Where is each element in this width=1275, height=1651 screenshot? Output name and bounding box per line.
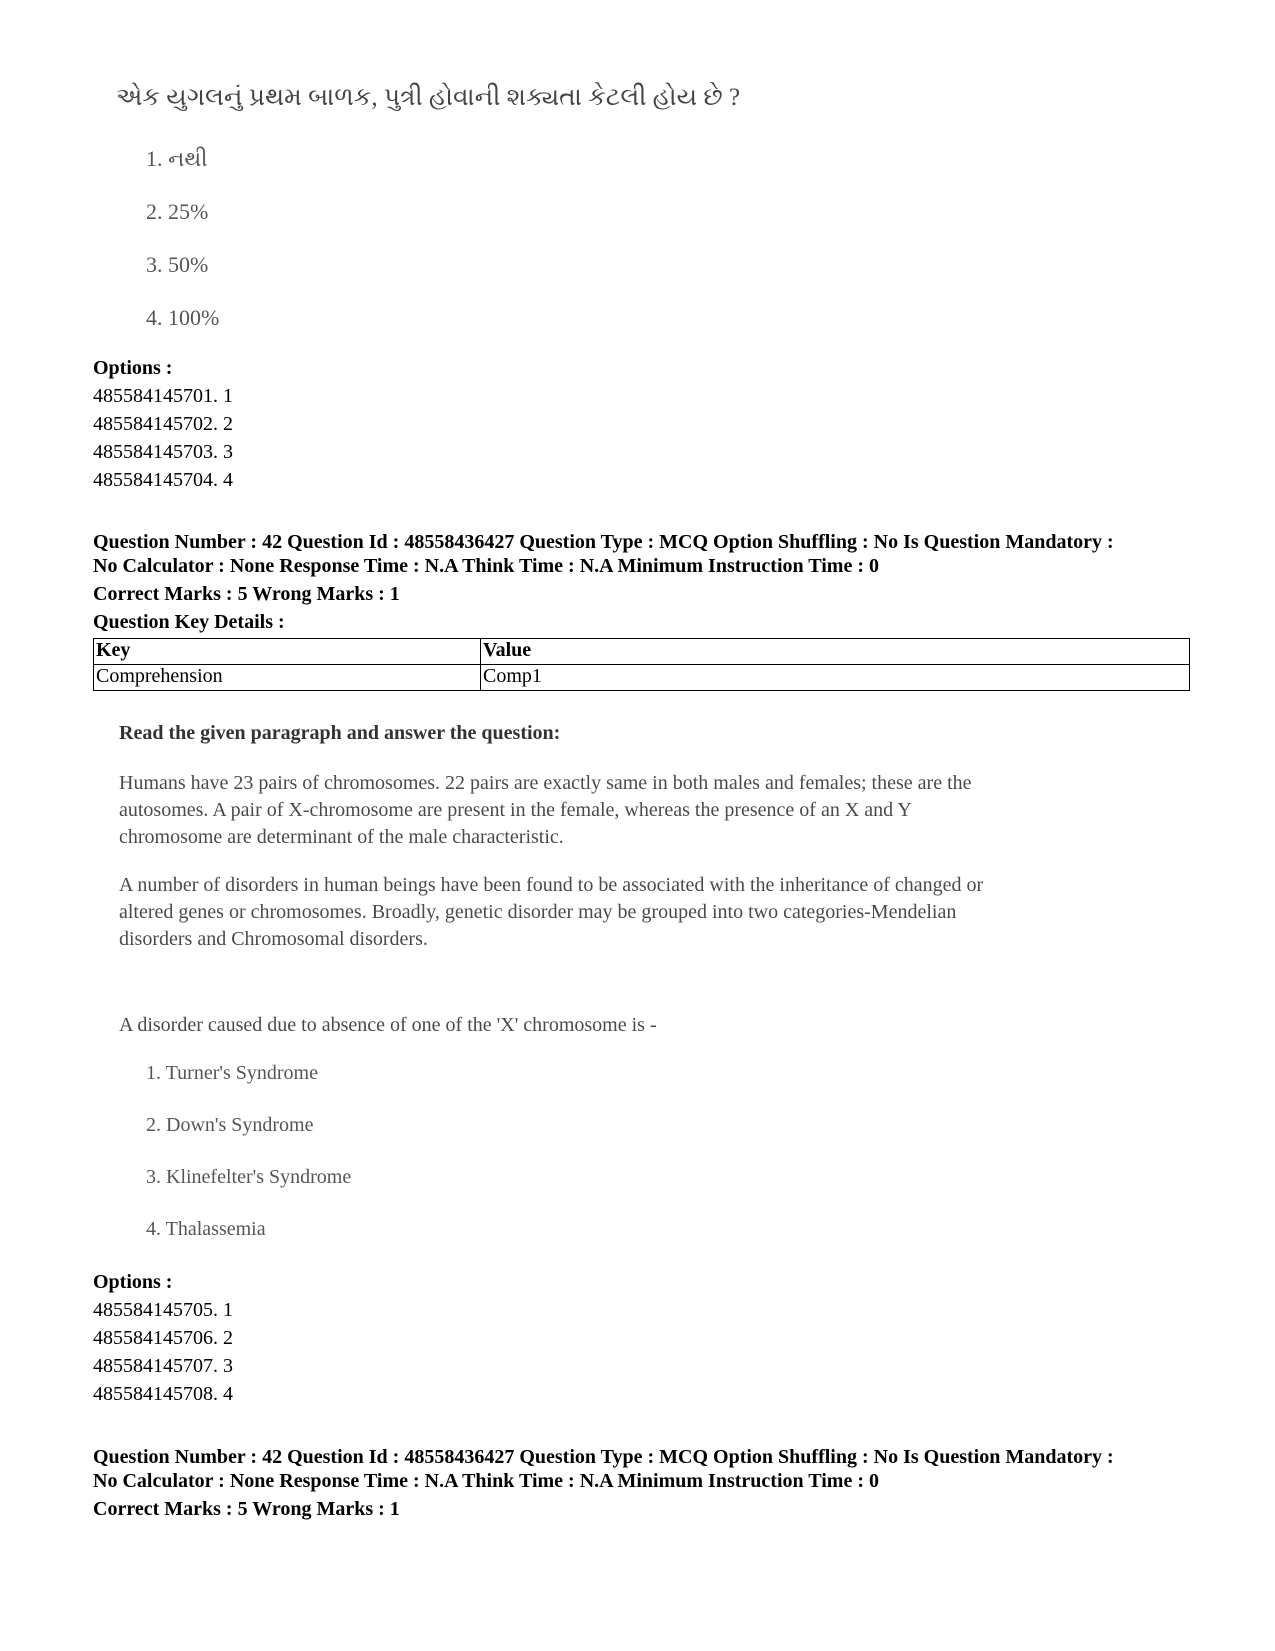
- q2-paragraph-2-line-1: A number of disorders in human beings have been found to be associated with the inheritance of changed or: [119, 874, 984, 896]
- q1-option-3: 485584145703. 3: [93, 441, 233, 463]
- q2-meta-line-2: No Calculator : None Response Time : N.A Think Time : N.A Minimum Instruction Time : 0: [93, 555, 879, 577]
- q2-key-details-label: Question Key Details :: [93, 611, 285, 633]
- q2-paragraph-1-line-2: autosomes. A pair of X-chromosome are present in the female, whereas the presence of an X and Y: [119, 799, 912, 821]
- q2-paragraph-1: [119, 770, 1139, 851]
- table-header-row: [94, 639, 1190, 665]
- q2-choice-2: 2. Down's Syndrome: [146, 1114, 314, 1136]
- q2-marks: Correct Marks : 5 Wrong Marks : 1: [93, 583, 400, 605]
- q2-option-1: 485584145705. 1: [93, 1299, 233, 1321]
- q1-choice-2: 2. 25%: [146, 199, 209, 224]
- q3-meta-block: [93, 1445, 1114, 1521]
- q1-options-block: [93, 354, 233, 494]
- q1-choice-4: 4. 100%: [146, 305, 220, 330]
- q2-question-text: A disorder caused due to absence of one of the 'X' chromosome is -: [119, 1014, 657, 1036]
- q2-options-block: [93, 1268, 233, 1408]
- q2-key-table-wrap: [93, 638, 1190, 691]
- q2-option-2: 485584145706. 2: [93, 1327, 233, 1349]
- q1-choice-1: 1. નથી: [146, 146, 208, 171]
- q2-paragraph-2: [119, 872, 1139, 953]
- q2-choice-1: 1. Turner's Syndrome: [146, 1062, 318, 1084]
- table-cell-key: Comprehension: [94, 665, 481, 691]
- q2-option-3: 485584145707. 3: [93, 1355, 233, 1377]
- q2-paragraph-2-line-3: disorders and Chromosomal disorders.: [119, 928, 428, 950]
- q2-paragraph-2-line-2: altered genes or chromosomes. Broadly, genetic disorder may be grouped into two categories-Mendelian: [119, 901, 957, 923]
- q2-option-4: 485584145708. 4: [93, 1383, 233, 1405]
- q1-options-label: Options :: [93, 357, 173, 379]
- q2-choice-4: 4. Thalassemia: [146, 1218, 266, 1240]
- q1-choice-3: 3. 50%: [146, 252, 209, 277]
- q1-question-text: એક યુગલનું પ્રથમ બાળક, પુત્રી હોવાની શક્યતા કેટલી હોય છે ?: [116, 84, 741, 111]
- table-row: [94, 665, 1190, 691]
- q2-key-table: [93, 638, 1190, 691]
- q2-meta-line-1: Question Number : 42 Question Id : 48558436427 Question Type : MCQ Option Shuffling : No Is Question Mandatory :: [93, 531, 1114, 553]
- q2-choice-3: 3. Klinefelter's Syndrome: [146, 1166, 352, 1188]
- table-header-value: Value: [481, 639, 1190, 665]
- q1-option-1: 485584145701. 1: [93, 385, 233, 407]
- q1-option-2: 485584145702. 2: [93, 413, 233, 435]
- q2-paragraph-1-line-3: chromosome are determinant of the male characteristic.: [119, 826, 564, 848]
- q3-meta-line-1: Question Number : 42 Question Id : 48558436427 Question Type : MCQ Option Shuffling : No Is Question Mandatory :: [93, 1446, 1114, 1468]
- q3-marks: Correct Marks : 5 Wrong Marks : 1: [93, 1498, 400, 1520]
- q2-meta-block: [93, 530, 1114, 634]
- q3-meta-line-2: No Calculator : None Response Time : N.A Think Time : N.A Minimum Instruction Time : 0: [93, 1470, 879, 1492]
- q1-option-4: 485584145704. 4: [93, 469, 233, 491]
- q2-paragraph-1-line-1: Humans have 23 pairs of chromosomes. 22 pairs are exactly same in both males and females; these are the: [119, 772, 972, 794]
- q2-passage-heading: Read the given paragraph and answer the question:: [119, 722, 561, 744]
- table-cell-value: Comp1: [481, 665, 1190, 691]
- q2-options-label: Options :: [93, 1271, 173, 1293]
- table-header-key: Key: [94, 639, 481, 665]
